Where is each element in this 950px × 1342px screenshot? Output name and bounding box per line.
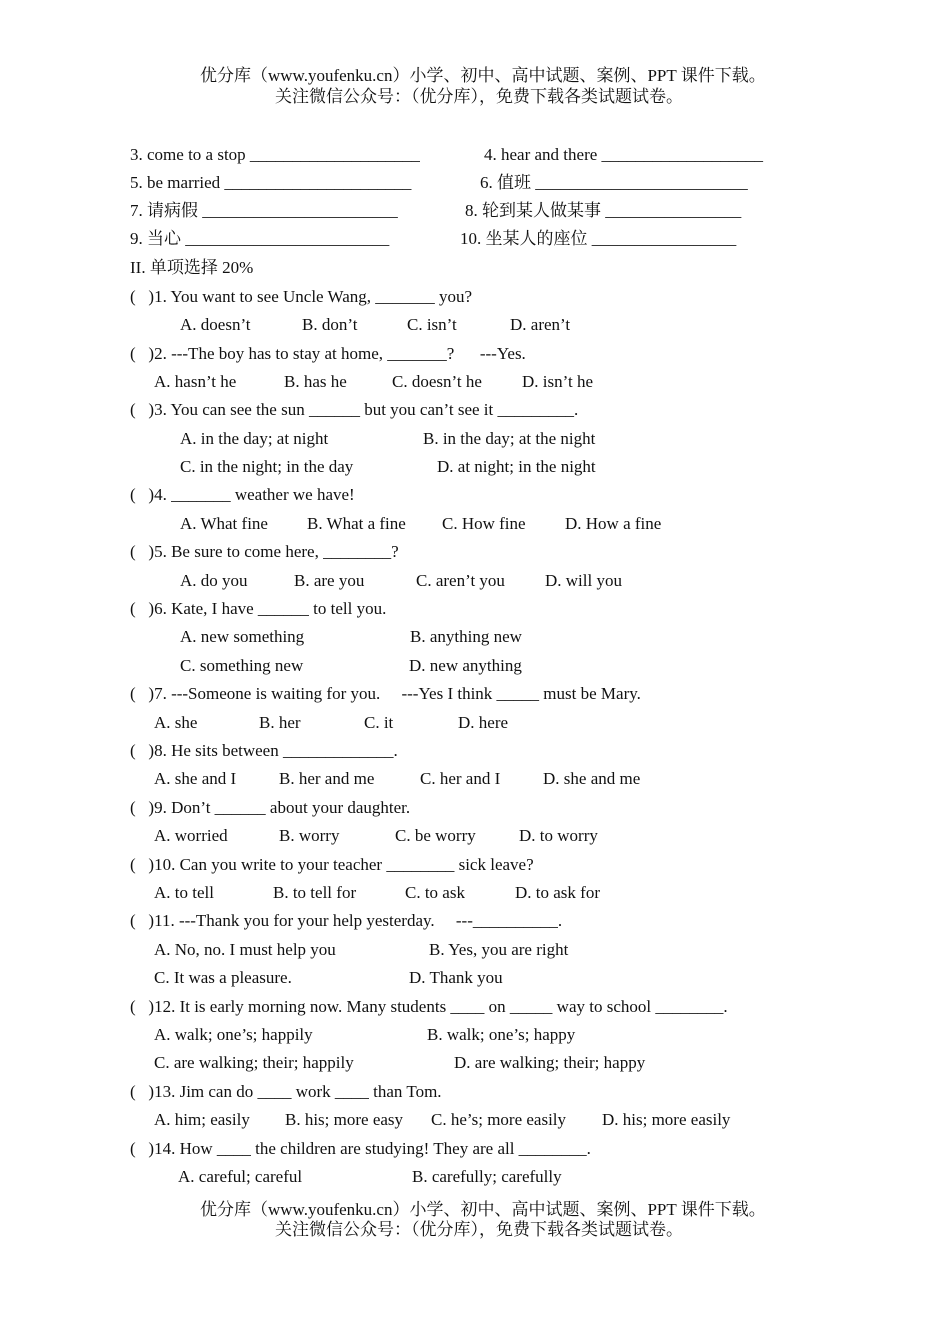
question-stem: ( )3. You can see the sun ______ but you can’t see it _________. xyxy=(130,400,579,419)
option: C. her and I xyxy=(420,769,501,788)
phrase-item: 10. 坐某人的座位 _________________ xyxy=(460,229,737,248)
footer-line-2: 关注微信公众号：（优分库），免费下载各类试题试卷。 xyxy=(275,1220,683,1239)
option: D. isn’t he xyxy=(522,372,593,391)
option: A. careful; careful xyxy=(178,1167,303,1186)
option: A. in the day; at night xyxy=(180,429,329,448)
question-stem: ( )13. Jim can do ____ work ____ than Tom. xyxy=(130,1082,442,1101)
phrase-item: 6. 值班 _________________________ xyxy=(480,173,748,192)
option: B. has he xyxy=(284,372,347,391)
question-stem: ( )11. ---Thank you for your help yesterday. ---__________. xyxy=(130,911,563,930)
option: B. don’t xyxy=(302,315,358,334)
option: A. worried xyxy=(154,826,228,845)
option: D. she and me xyxy=(543,769,641,788)
option: C. in the night; in the day xyxy=(180,457,354,476)
option: A. do you xyxy=(180,571,248,590)
option: D. to ask for xyxy=(515,883,600,902)
question-stem: ( )1. You want to see Uncle Wang, _______ you? xyxy=(130,287,473,306)
option: B. are you xyxy=(294,571,365,590)
option: D. here xyxy=(458,713,509,732)
question-stem: ( )10. Can you write to your teacher ________ sick leave? xyxy=(130,855,534,874)
option: B. Yes, you are right xyxy=(429,940,569,959)
question-stem: ( )8. He sits between _____________. xyxy=(130,741,398,760)
option: C. to ask xyxy=(405,883,465,902)
option: A. walk; one’s; happily xyxy=(154,1025,313,1044)
option: C. It was a pleasure. xyxy=(154,968,292,987)
option: B. her and me xyxy=(279,769,375,788)
option: B. to tell for xyxy=(273,883,357,902)
option: A. new something xyxy=(180,627,305,646)
option: C. be worry xyxy=(395,826,476,845)
phrase-item: 5. be married ______________________ xyxy=(130,173,412,192)
option: A. she xyxy=(154,713,198,732)
option: D. to worry xyxy=(519,826,598,845)
option: B. in the day; at the night xyxy=(423,429,596,448)
question-stem: ( )4. _______ weather we have! xyxy=(130,485,355,504)
section-title: II. 单项选择 20% xyxy=(130,258,254,277)
option: B. worry xyxy=(279,826,340,845)
header-line-2: 关注微信公众号：（优分库），免费下载各类试题试卷。 xyxy=(275,87,683,106)
option: A. to tell xyxy=(154,883,214,902)
option: C. doesn’t he xyxy=(392,372,482,391)
question-stem: ( )9. Don’t ______ about your daughter. xyxy=(130,798,411,817)
question-stem: ( )12. It is early morning now. Many students ____ on _____ way to school ________. xyxy=(130,997,728,1016)
option: D. new anything xyxy=(409,656,522,675)
option: B. his; more easy xyxy=(285,1110,404,1129)
option: B. walk; one’s; happy xyxy=(427,1025,576,1044)
option: D. Thank you xyxy=(409,968,503,987)
question-stem: ( )7. ---Someone is waiting for you. ---Yes I think _____ must be Mary. xyxy=(130,684,641,703)
question-stem: ( )6. Kate, I have ______ to tell you. xyxy=(130,599,387,618)
option: B. carefully; carefully xyxy=(412,1167,562,1186)
option: C. are walking; their; happily xyxy=(154,1053,354,1072)
question-stem: ( )5. Be sure to come here, ________? xyxy=(130,542,399,561)
option: C. he’s; more easily xyxy=(431,1110,567,1129)
option: D. will you xyxy=(545,571,622,590)
option: A. What fine xyxy=(180,514,268,533)
option: D. are walking; their; happy xyxy=(454,1053,646,1072)
phrase-item: 8. 轮到某人做某事 ________________ xyxy=(465,201,742,220)
option: D. aren’t xyxy=(510,315,571,334)
option: B. anything new xyxy=(410,627,522,646)
phrase-item: 9. 当心 ________________________ xyxy=(130,229,390,248)
option: C. something new xyxy=(180,656,304,675)
option: D. How a fine xyxy=(565,514,662,533)
option: A. hasn’t he xyxy=(154,372,237,391)
option: D. his; more easily xyxy=(602,1110,731,1129)
phrase-item: 7. 请病假 _______________________ xyxy=(130,201,398,220)
footer-line-1: 优分库（www.youfenku.cn）小学、初中、高中试题、案例、PPT 课件下载。 xyxy=(200,1200,766,1219)
option: C. it xyxy=(364,713,394,732)
option: B. What a fine xyxy=(307,514,406,533)
option: A. doesn’t xyxy=(180,315,251,334)
option: B. her xyxy=(259,713,301,732)
option: A. him; easily xyxy=(154,1110,250,1129)
option: C. How fine xyxy=(442,514,526,533)
option: C. isn’t xyxy=(407,315,457,334)
question-stem: ( )14. How ____ the children are studying! They are all ________. xyxy=(130,1139,591,1158)
option: C. aren’t you xyxy=(416,571,505,590)
header-line-1: 优分库（www.youfenku.cn）小学、初中、高中试题、案例、PPT 课件下载。 xyxy=(200,66,766,85)
question-stem: ( )2. ---The boy has to stay at home, _______? ---Yes. xyxy=(130,344,526,363)
option: A. No, no. I must help you xyxy=(154,940,336,959)
phrase-item: 4. hear and there ___________________ xyxy=(484,145,764,164)
option: A. she and I xyxy=(154,769,237,788)
option: D. at night; in the night xyxy=(437,457,596,476)
phrase-item: 3. come to a stop ____________________ xyxy=(130,145,420,164)
